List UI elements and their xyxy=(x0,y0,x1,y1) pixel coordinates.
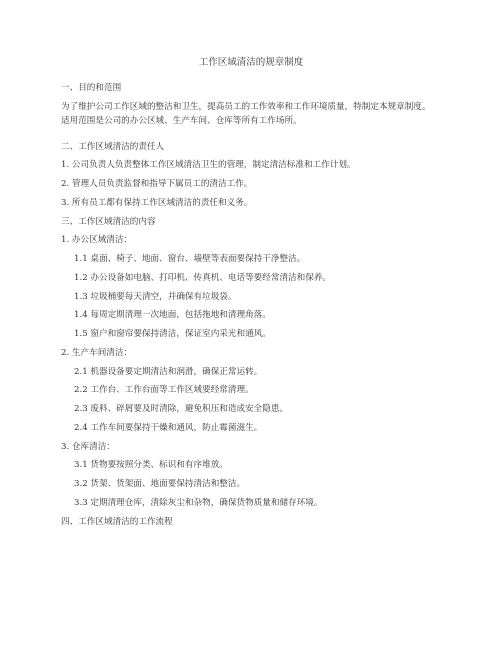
workshop-item-2: 2.2 工作台、工作台面等工作区域要经常清理。 xyxy=(74,385,254,395)
section-heading-2: 二、工作区域清洁的责任人 xyxy=(61,142,165,152)
document-title: 工作区域清洁的规章制度 xyxy=(198,57,304,68)
warehouse-item-2: 3.2 货架、货架面、地面要保持清洁和整洁。 xyxy=(74,479,246,489)
office-item-4: 1.4 每周定期清理一次地面，包括拖地和清理角落。 xyxy=(74,310,271,320)
workshop-item-4: 2.4 工作车间要保持干燥和通风，防止霉菌滋生。 xyxy=(74,423,263,433)
office-item-5: 1.5 窗户和窗帘要保持清洁，保证室内采光和通风。 xyxy=(74,329,271,339)
workshop-item-1: 2.1 机器设备要定期清洁和润滑，确保正常运转。 xyxy=(74,367,263,377)
section-2-item-1: 1. 公司负责人负责整体工作区域清洁卫生的管理，制定清洁标准和工作计划。 xyxy=(61,160,356,170)
office-item-2: 1.2 办公设备如电脑、打印机、传真机、电话等要经常清洁和保养。 xyxy=(74,273,332,283)
office-item-3: 1.3 垃圾桶要每天清空，并确保有垃圾袋。 xyxy=(74,292,237,302)
office-item-1: 1.1 桌面、椅子、地面、窗台、墙壁等表面要保持干净整洁。 xyxy=(74,254,306,264)
workshop-item-3: 2.3 废料、碎屑要及时清除，避免积压和造成安全隐患。 xyxy=(74,404,289,414)
group-label-warehouse: 3. 仓库清洁： xyxy=(61,442,115,452)
section-1-paragraph: 为了维护公司工作区域的整洁和卫生，提高员工的工作效率和工作环境质量，特制定本规章制度。适用范围是公司的办公区域、生产车间、仓库等所有工作场所。 xyxy=(61,102,431,126)
warehouse-item-3: 3.3 定期清理仓库，清除灰尘和杂物，确保货物质量和储存环境。 xyxy=(74,498,323,508)
group-label-office: 1. 办公区域清洁： xyxy=(61,235,133,245)
section-heading-1: 一、目的和范围 xyxy=(61,83,122,93)
warehouse-item-1: 3.1 货物要按照分类、标识和有序堆放。 xyxy=(74,460,228,470)
section-heading-4: 四、工作区域清洁的工作流程 xyxy=(61,517,173,527)
section-2-item-2: 2. 管理人员负责监督和指导下属员工的清洁工作。 xyxy=(61,179,253,189)
group-label-workshop: 2. 生产车间清洁： xyxy=(61,348,133,358)
section-heading-3: 三、工作区域清洁的内容 xyxy=(61,217,156,227)
section-2-item-3: 3. 所有员工都有保持工作区域清洁的责任和义务。 xyxy=(61,198,253,208)
